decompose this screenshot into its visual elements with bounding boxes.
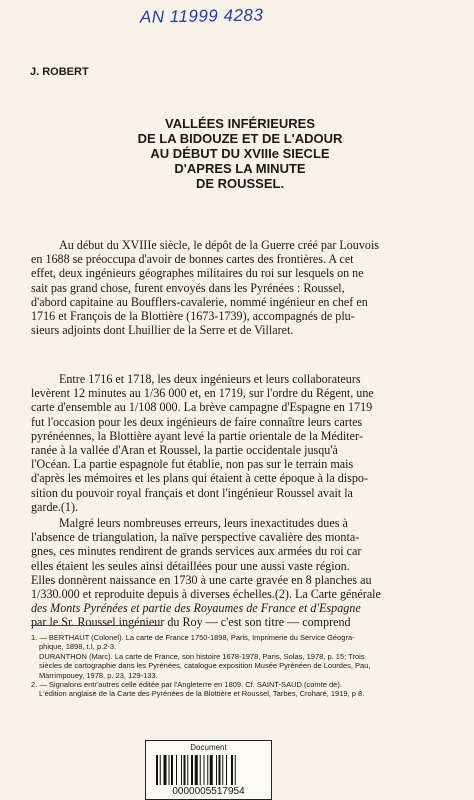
barcode-title: Document — [190, 743, 227, 752]
footnote-divider — [31, 625, 161, 626]
footnote-line: siècles de cartographie dans les Pyrénées, catalogue exposition Musée Pyrénéen de Lourdes, Pau, — [39, 661, 371, 671]
footnotes — [31, 633, 443, 699]
text-line: l'absence de triangulation, la naïve perspective cavalière des monta- — [31, 530, 360, 545]
text-line: par le Sr. Roussel ingénieur du Roy — c'est son titre — comprend — [31, 615, 351, 630]
text-line: en 1688 se préoccupa d'avoir de bonnes cartes des frontières. A cet — [31, 252, 354, 267]
footnote-line: 2. — Signalons entr'autres celle éditée par l'Angleterre en 1809. Cf. SAINT-SAUD (comte de). — [31, 680, 342, 690]
footnote-line: 1. — BERTHAUT (Colonel). La carte de France 1750-1898, Paris, Imprimerie du Service Géogra- — [31, 633, 355, 642]
text-line: sition du pouvoir royal français et dont l'ingénieur Roussel avait la — [31, 485, 353, 500]
text-line: sieurs adjoints dont Lhuillier de la Serre et de Villaret. — [31, 323, 294, 338]
paragraph-2 — [31, 372, 443, 514]
footnote-line: DURANTHON (Marc). La carte de France, son histoire 1678-1978, Paris, Solas, 1978, p. 15; Trois — [39, 651, 365, 661]
text-line: Au début du XVIIIe siècle, le dépôt de la Guerre créé par Louvois — [59, 238, 380, 252]
text-line: Malgré leurs nombreuses erreurs, leurs inexactitudes dues à — [59, 516, 348, 530]
title-line: D'APRES LA MINUTE — [174, 161, 306, 176]
barcode-label — [145, 740, 272, 800]
text-line: ranée à la vallée d'Aran et Roussel, la partie occidentale jusqu'à — [31, 443, 338, 458]
title-line: DE LA BIDOUZE ET DE L'ADOUR — [137, 131, 343, 146]
paragraph-1 — [31, 238, 443, 337]
text-line: levèrent 12 minutes au 1/36 000 et, en 1719, sur l'ordre du Régent, une — [31, 386, 374, 401]
text-line: 1716 et François de la Blottière (1673-1739), accompagnés de plu- — [31, 309, 355, 324]
text-line: Elles donnèrent naissance en 1730 à une carte gravée en 8 planches au — [31, 572, 372, 587]
title-line: VALLÉES INFÉRIEURES — [164, 116, 315, 131]
text-line: carte d'ensemble au 1/108 000. La brève campagne d'Espagne en 1719 — [31, 400, 373, 415]
title-line: DE ROUSSEL. — [195, 176, 285, 191]
text-line: d'abord capitaine au Boufflers-cavalerie, nommé ingénieur en chef en — [31, 294, 368, 309]
text-line: 1/330.000 et reproduite depuis à diverses échelles.(2). La Carte générale — [31, 587, 381, 602]
text-line: elles étaient les seules ainsi détaillées pour une aussi vaste région. — [31, 558, 350, 573]
paragraph-3 — [31, 516, 443, 630]
text-line: d'après les mémoires et les plans qui étaient à cette époque à la dispo- — [31, 471, 368, 486]
title-line: AU DÉBUT DU XVIIIe SIECLE — [150, 146, 330, 161]
article-title — [60, 116, 420, 191]
text-line: fut l'occasion pour les deux ingénieurs de faire connaître leurs cartes — [31, 414, 363, 429]
text-line: gnes, ces minutes rendirent de grands services aux armées du roi car — [31, 544, 362, 559]
text-line: l'Océan. La partie espagnole fut établie, non pas sur le terrain mais — [31, 457, 354, 472]
footnote-line: L'édition anglaise de la Carte des Pyrénées de la Blottière et Roussel, Tarbes, Croharé, 1919, p 8. — [39, 689, 365, 699]
text-line: pyrénéennes, la Blottière ayant levé la partie orientale de la Méditer- — [31, 428, 363, 443]
author-name: J. ROBERT — [30, 66, 89, 78]
text-line: sait pas grand chose, furent envoyés dans les Pyrénées : Roussel, — [31, 280, 345, 295]
text-line: des Monts Pyrénées et partie des Royaumes de France et d'Espagne — [31, 601, 361, 616]
footnote-line: Marrimpouey, 1978, p. 23, 129-133. — [39, 670, 158, 680]
text-line: garde.(1). — [31, 499, 79, 514]
barcode-number: 0000005517954 — [172, 786, 245, 797]
archive-stamp: AN 11999 4283 — [139, 5, 264, 27]
footnote-line: phique, 1898, t.I, p.2-3. — [39, 642, 117, 652]
barcode-icon — [156, 755, 261, 785]
text-line: Entre 1716 et 1718, les deux ingénieurs et leurs collaborateurs — [59, 372, 361, 386]
text-line: effet, deux ingénieurs géographes militaires du roi sur lesquels on ne — [31, 266, 364, 281]
